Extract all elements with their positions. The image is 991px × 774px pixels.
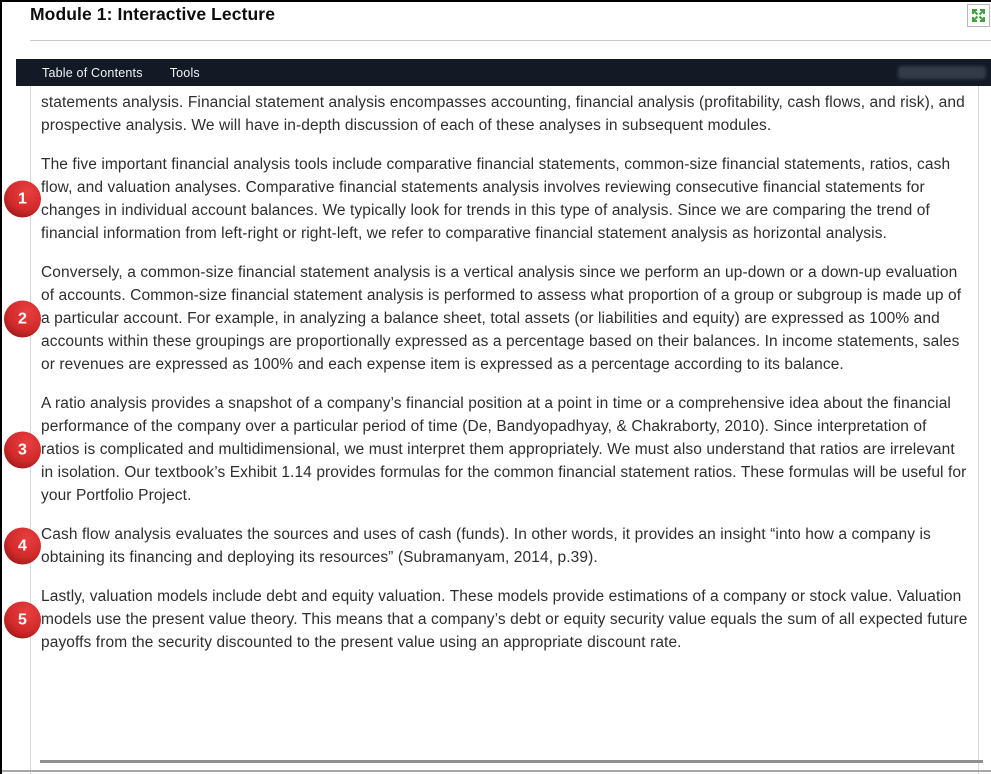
hotspot-badge-2[interactable]: 2 xyxy=(4,300,41,337)
fullscreen-button[interactable] xyxy=(967,4,990,27)
lecture-menubar xyxy=(16,59,991,86)
lecture-text-area xyxy=(18,86,979,774)
horizontal-scrollbar[interactable] xyxy=(40,760,983,763)
paragraph-text: statements analysis. Financial statement analysis encompasses accounting, financial analysis (profitability, cash flows, and risk), and prospective analysis. We will have in-depth discussion of each of these analyses in subsequent modules. xyxy=(41,94,965,134)
hotspot-badge-3[interactable]: 3 xyxy=(4,431,41,468)
navbar-blurred-item xyxy=(898,66,986,79)
hotspot-badge-1[interactable]: 1 xyxy=(4,181,41,218)
paragraph-common-size-analysis xyxy=(18,261,968,376)
paragraph-text: Lastly, valuation models include debt and equity valuation. These models provide estimations of a company or stock value. Valuation models use the present value theory. This means that a company’s debt or equity security value equals the sum of all expected future payoffs from the security discounted to the present value using an appropriate discount rate. xyxy=(41,588,968,651)
paragraph-intro xyxy=(41,91,968,137)
paragraph-text: Cash flow analysis evaluates the sources and uses of cash (funds). In other words, it provides an insight “into how a company is obtaining its financing and deploying its resources” (Subramanyam, 2014, p.39). xyxy=(41,526,931,566)
paragraph-text: Conversely, a common-size financial statement analysis is a vertical analysis since we perform an up-down or a down-up evaluation of accounts. Common-size financial statement analysis is performed to assess what proportion of a group or subgroup is made up of a particular account. For example, in analyzing a balance sheet, total assets (or liabilities and equity) are expressed as 100% and accounts within these groupings are proportionally expressed as a percentage based on their balances. In income statements, sales or revenues are expressed as 100% and each expense item is expressed as a percentage according to its balance. xyxy=(41,264,962,373)
hotspot-badge-4[interactable]: 4 xyxy=(4,528,41,565)
paragraph-cash-flow-analysis xyxy=(18,523,968,569)
hotspot-badge-5[interactable]: 5 xyxy=(4,601,41,638)
paragraph-text: The five important financial analysis tools include comparative financial statements, common-size financial statements, ratios, cash flow, and valuation analyses. Comparative financial statements analysis involves reviewing consecutive financial statements for changes in individual account balances. We typically look for trends in this type of analysis. Since we are comparing the trend of financial information from left-right or right-left, we refer to comparative financial statement analysis as horizontal analysis. xyxy=(41,156,951,242)
title-divider xyxy=(30,40,991,41)
page-bottom-border xyxy=(2,770,991,772)
paragraph-text: A ratio analysis provides a snapshot of a company’s financial position at a point in time or a comprehensive idea about the financial performance of the company over a particular period of time (De, Bandyopadhyay, & Chakraborty, 2010). Since interpretation of ratios is complicated and multidimensional, we must interpret them appropriately. We must also understand that ratios are irrelevant in isolation. Our textbook’s Exhibit 1.14 provides formulas for the common financial statement ratios. These formulas will be useful for your Portfolio Project. xyxy=(41,395,967,504)
menu-table-of-contents[interactable]: Table of Contents xyxy=(42,65,143,80)
page-title: Module 1: Interactive Lecture xyxy=(30,4,276,24)
paragraph-ratio-analysis xyxy=(18,392,968,507)
menu-tools[interactable]: Tools xyxy=(169,65,200,80)
paragraph-valuation-models xyxy=(18,585,968,654)
paragraph-comparative-analysis xyxy=(18,153,968,245)
expand-icon xyxy=(971,8,986,23)
